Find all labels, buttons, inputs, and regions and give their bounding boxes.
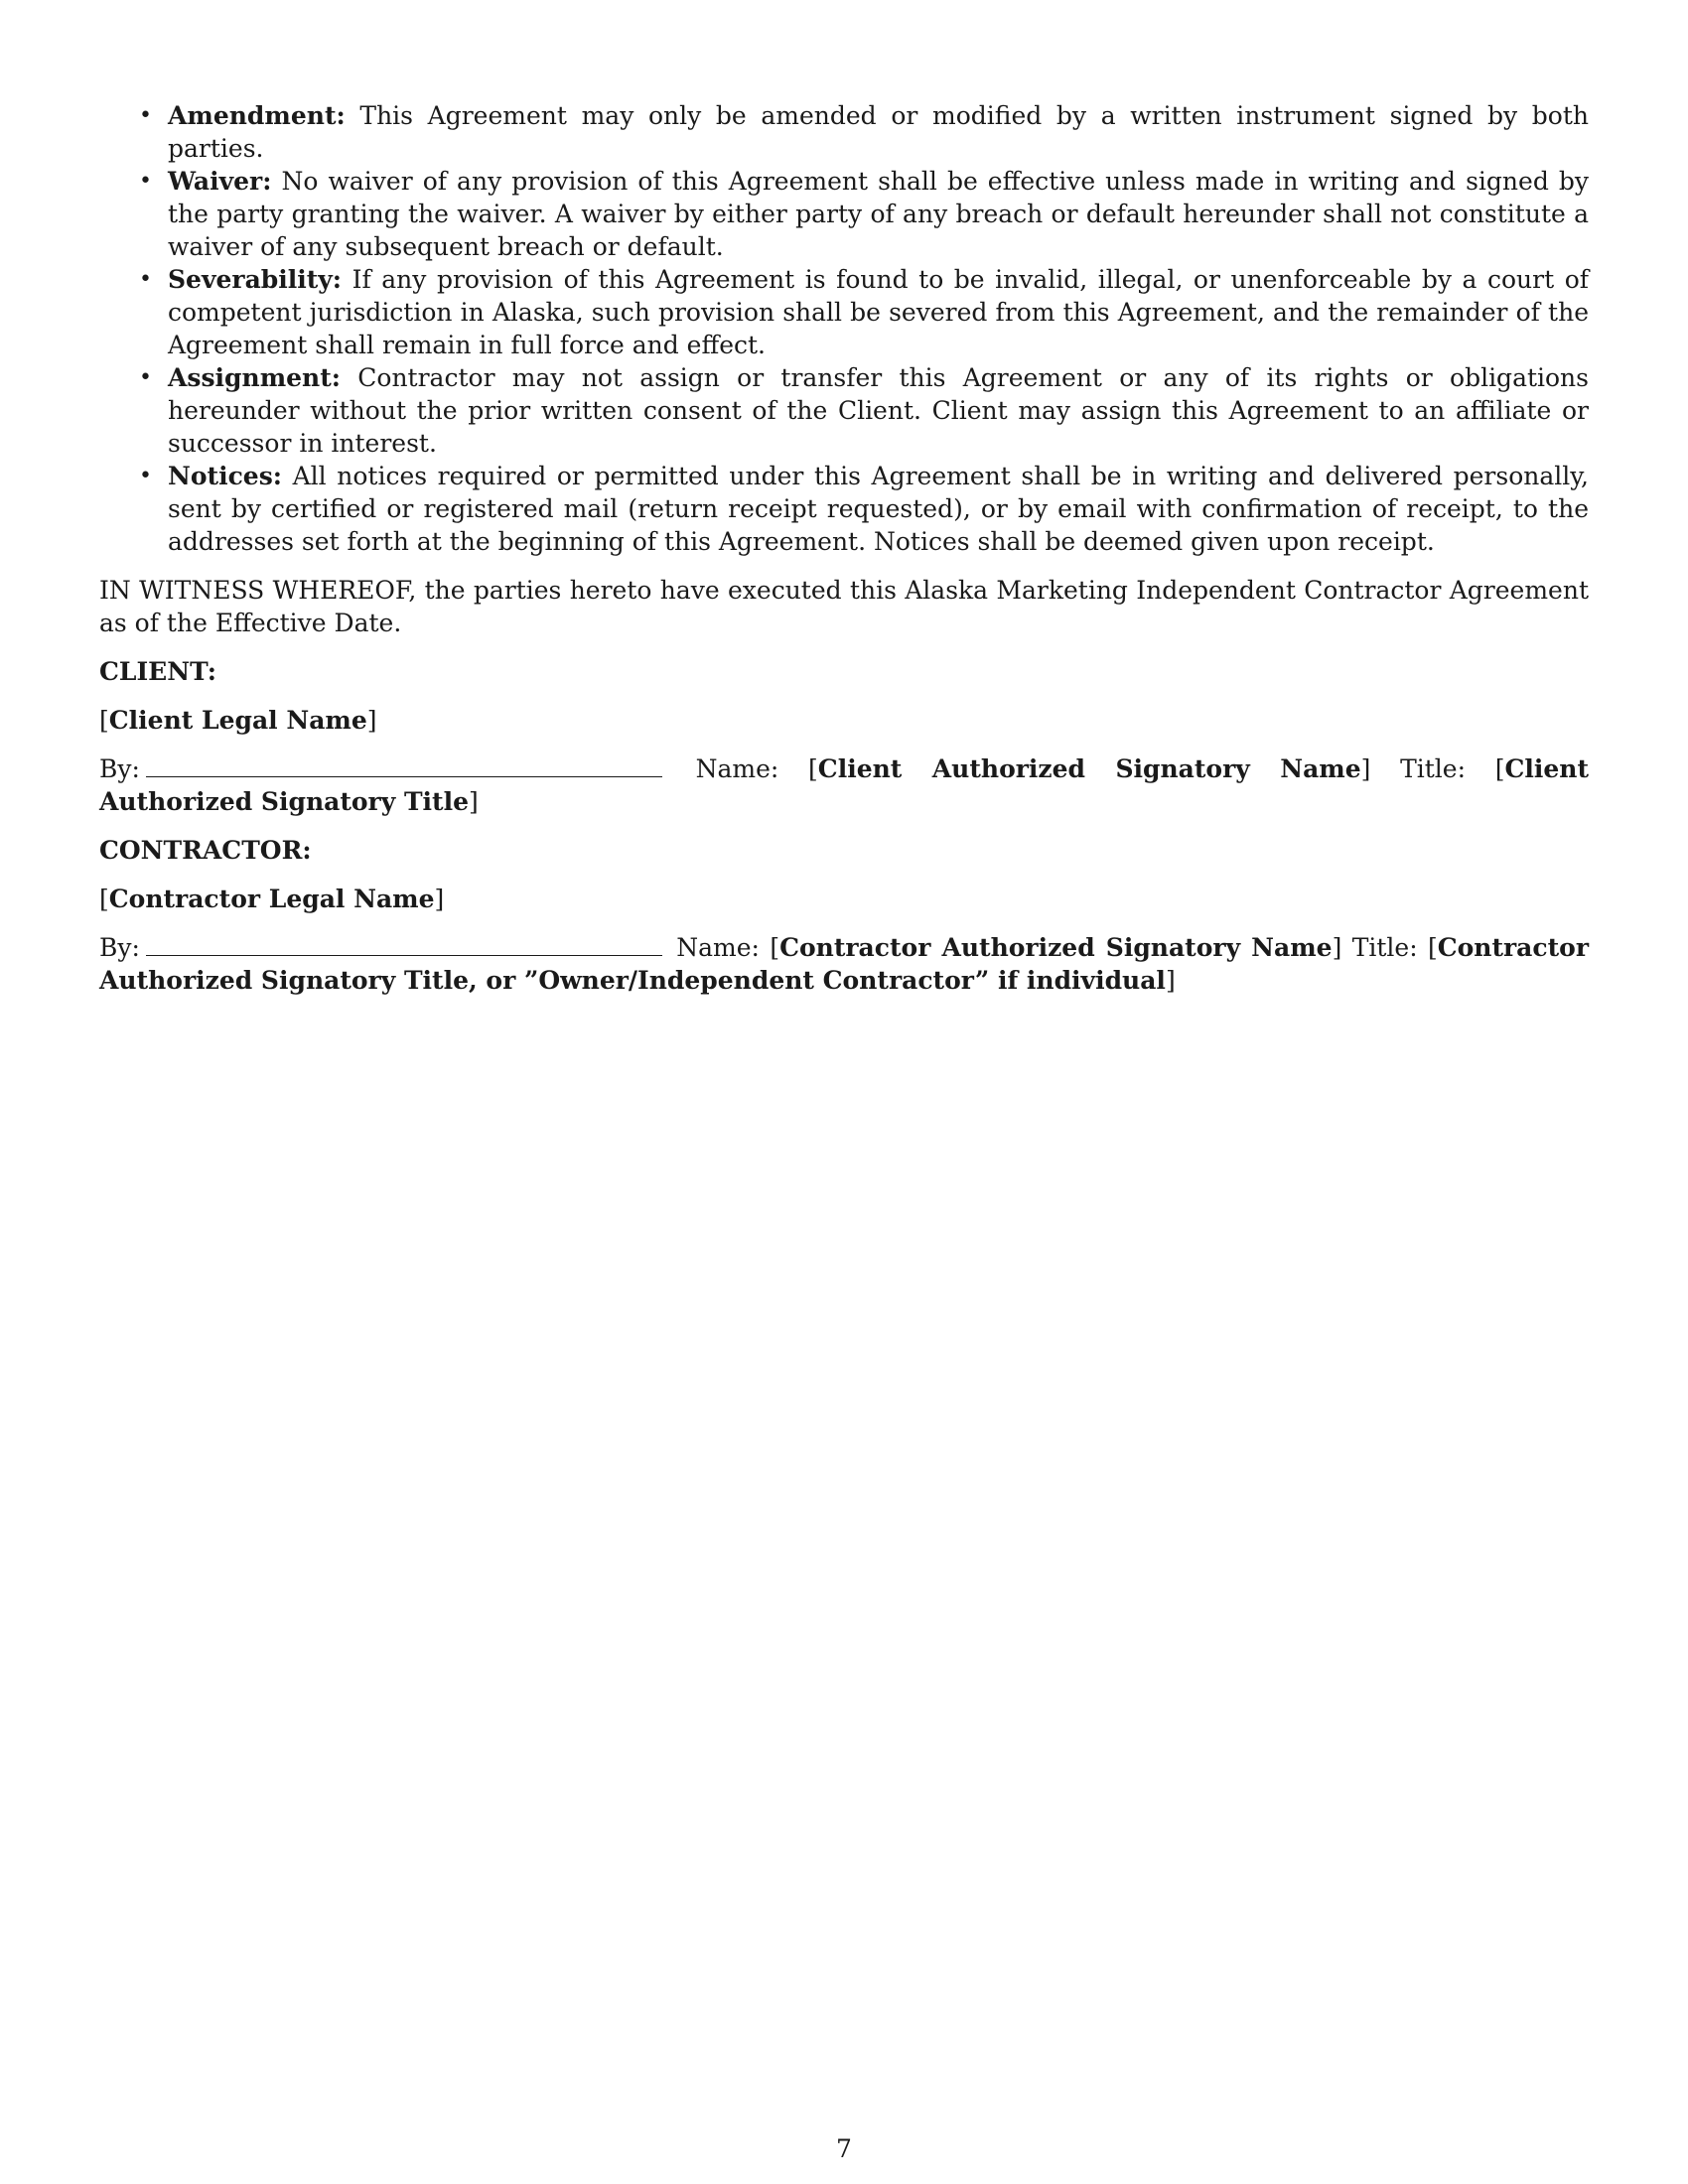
client-by-label: By: [99,754,140,783]
contractor-legal-name: [Contractor Legal Name] [99,885,445,913]
client-name-label: Name: [695,754,779,783]
contractor-by-label: By: [99,933,140,962]
clause-text: This Agreement may only be amended or modified by a written instrument signed by both parties. [168,101,1589,163]
contractor-label: CONTRACTOR: [99,836,312,865]
page-number: 7 [836,2134,852,2163]
document-page [99,99,1589,997]
clause-text: If any provision of this Agreement is found to be invalid, illegal, or unenforceable by a court of competent jurisdiction in Alaska, such provision shall be severed from this Agreement, and the remainder of the Agreement shall remain in full force and effect. [168,265,1589,359]
witness-paragraph: IN WITNESS WHEREOF, the parties hereto have executed this Alaska Marketing Independent Contractor Agreement as of the Effective Date. [99,576,1589,637]
client-legal-name-text: Client Legal Name [108,706,367,735]
contractor-signatory-title: Contractor Authorized Signatory Title, or ”Owner/Independent Contractor” if individual [99,933,1590,995]
clause-assignment [99,361,1589,460]
clause-term: Severability: [168,265,343,294]
clause-term: Amendment: [168,101,346,130]
bullet-icon: • [139,267,152,292]
clause-text: All notices required or permitted under this Agreement shall be in writing and delivered personally, sent by certified or registered mail (return receipt requested), or by email with confirmation of receipt, to the addresses set forth at the beginning of this Agreement. Notices shall be deemed given upon receipt. [168,462,1589,556]
bullet-icon: • [139,464,152,488]
client-signature-line: By: Name: [Client Authorized Signatory Name] Title: [Client Authorized Signatory Title] [99,754,1590,816]
clause-text: Contractor may not assign or transfer this Agreement or any of its rights or obligations hereunder without the prior written consent of the Client. Client may assign this Agreement to an affiliate or successor in interest. [168,363,1589,458]
client-legal-name: [Client Legal Name] [99,706,377,735]
clause-list [99,99,1589,558]
contractor-title-label: Title: [1351,933,1418,962]
client-signature-field[interactable] [146,756,662,777]
contractor-signature-line: By: Name: [Contractor Authorized Signatory Name] Title: [Contractor Authorized Signatory Title, or ”Owner/Independent Contractor” if individual] [99,933,1590,995]
clause-term: Notices: [168,462,283,490]
clause-term: Waiver: [168,167,272,196]
client-title-label: Title: [1400,754,1467,783]
contractor-signatory-name: Contractor Authorized Signatory Name [779,933,1333,962]
clause-severability [99,263,1589,361]
client-label: CLIENT: [99,657,217,686]
client-signatory-name: Client Authorized Signatory Name [817,754,1361,783]
bullet-icon: • [139,365,152,390]
clause-waiver [99,165,1589,263]
clause-notices [99,460,1589,558]
clause-amendment [99,99,1589,165]
client-signatory-title: Client Authorized Signatory Title [99,754,1590,816]
contractor-signature-field[interactable] [146,935,662,956]
contractor-name-label: Name: [676,933,760,962]
bullet-icon: • [139,103,152,128]
clause-text: No waiver of any provision of this Agreement shall be effective unless made in writing and signed by the party granting the waiver. A waiver by either party of any breach or default hereunder shall not constitute a waiver of any subsequent breach or default. [168,167,1590,261]
clause-term: Assignment: [168,363,342,392]
bullet-icon: • [139,169,152,194]
contractor-legal-name-text: Contractor Legal Name [108,885,435,913]
